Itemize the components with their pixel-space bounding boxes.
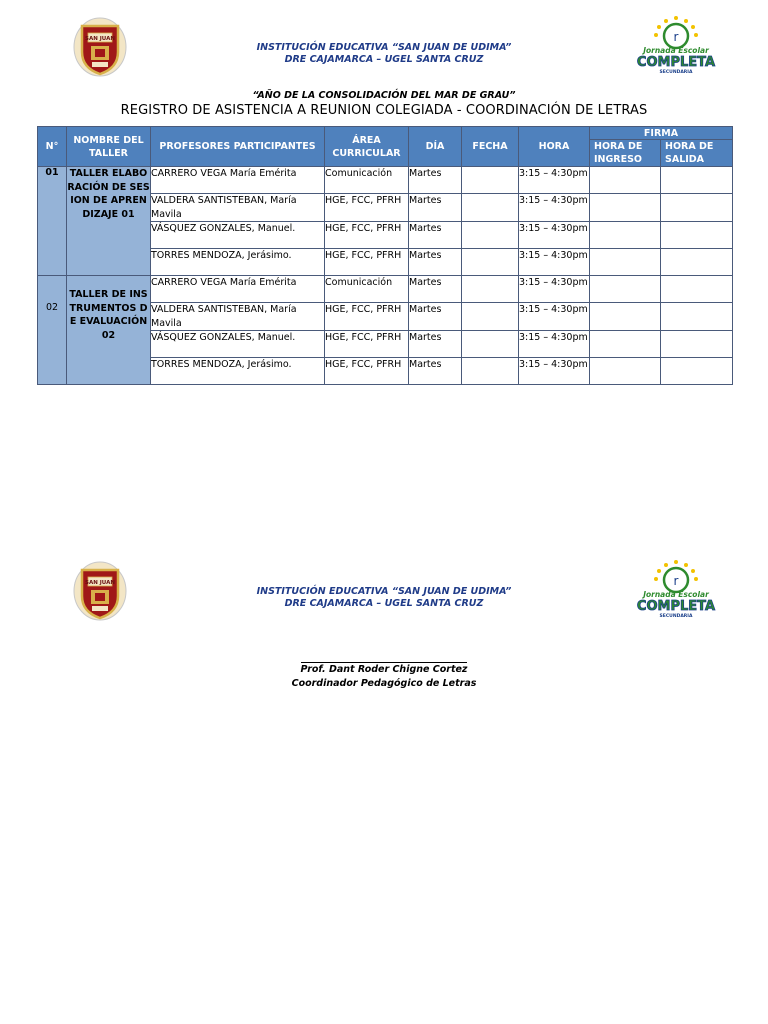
cell-hora: 3:15 – 4:30pm [519,358,590,385]
svg-text:SECUNDARIA: SECUNDARIA [659,70,693,75]
header-num: N° [38,127,67,167]
institution-heading [200,42,568,66]
cell-dia: Martes [409,167,462,194]
table-row [38,276,733,303]
cell-hora-ingreso[interactable] [590,303,661,331]
svg-text:Jornada Escolar: Jornada Escolar [643,590,709,599]
cell-dia: Martes [409,331,462,358]
cell-profesor: VÁSQUEZ GONZALES, Manuel. [151,222,325,249]
cell-hora-ingreso[interactable] [590,194,661,222]
header-firma: FIRMA [590,127,733,140]
cell-area: Comunicación [325,276,409,303]
header-dia: DÍA [409,127,462,167]
school-crest-logo [72,16,128,78]
cell-dia: Martes [409,194,462,222]
signatory-name: Prof. Dant Roder Chigne Cortez [300,664,468,675]
cell-fecha[interactable] [462,194,519,222]
cell-fecha[interactable] [462,331,519,358]
cell-hora-salida[interactable] [661,276,733,303]
attendance-table [37,126,733,385]
cell-profesor: VALDERA SANTISTEBAN, María Mavila [151,194,325,222]
group-number: 02 [38,276,67,385]
cell-hora-ingreso[interactable] [590,222,661,249]
cell-dia: Martes [409,303,462,331]
attendance-table-body [38,167,733,385]
cell-hora-ingreso[interactable] [590,276,661,303]
signature-block [0,662,768,691]
svg-text:r: r [673,574,679,588]
header-hora: HORA [519,127,590,167]
institution-heading [200,586,568,610]
cell-profesor: CARRERO VEGA María Emérita [151,276,325,303]
header-hora-salida: HORA DE SALIDA [661,140,733,167]
header-profesores: PROFESORES PARTICIPANTES [151,127,325,167]
cell-fecha[interactable] [462,222,519,249]
table-row [38,167,733,194]
taller-name: TALLER ELABORACIÓN DE SESION DE APRENDIZAJE 01 [67,167,151,276]
institution-name: INSTITUCIÓN EDUCATIVA “SAN JUAN DE UDIMA” [256,586,512,597]
svg-text:r: r [673,30,679,44]
cell-hora: 3:15 – 4:30pm [519,167,590,194]
cell-hora-ingreso[interactable] [590,358,661,385]
document-title: REGISTRO DE ASISTENCIA A REUNION COLEGIADA - COORDINACIÓN DE LETRAS [120,103,648,118]
cell-area: Comunicación [325,167,409,194]
cell-area: HGE, FCC, PFRH [325,222,409,249]
cell-hora: 3:15 – 4:30pm [519,222,590,249]
institution-subtitle: DRE CAJAMARCA – UGEL SANTA CRUZ [284,54,484,65]
cell-hora-salida[interactable] [661,331,733,358]
svg-text:SAN JUAN: SAN JUAN [85,36,115,42]
header-area: ÁREA CURRICULAR [325,127,409,167]
jornada-escolar-completa-logo [628,14,724,82]
cell-area: HGE, FCC, PFRH [325,194,409,222]
svg-text:COMPLETA: COMPLETA [636,55,716,70]
cell-dia: Martes [409,276,462,303]
header-fecha: FECHA [462,127,519,167]
cell-hora: 3:15 – 4:30pm [519,194,590,222]
cell-hora-salida[interactable] [661,167,733,194]
group-number: 01 [38,167,67,276]
cell-fecha[interactable] [462,249,519,276]
page-header-repeat [0,556,768,626]
cell-hora-salida[interactable] [661,358,733,385]
cell-area: HGE, FCC, PFRH [325,303,409,331]
cell-hora-salida[interactable] [661,249,733,276]
cell-area: HGE, FCC, PFRH [325,331,409,358]
svg-text:Jornada Escolar: Jornada Escolar [643,46,709,55]
taller-name: TALLER DE INSTRUMENTOS DE EVALUACIÓN 02 [67,276,151,385]
header-taller: NOMBRE DEL TALLER [67,127,151,167]
cell-profesor: TORRES MENDOZA, Jerásimo. [151,249,325,276]
header-hora-ingreso: HORA DE INGRESO [590,140,661,167]
cell-profesor: VALDERA SANTISTEBAN, María Mavila [151,303,325,331]
cell-fecha[interactable] [462,167,519,194]
institution-name: INSTITUCIÓN EDUCATIVA “SAN JUAN DE UDIMA” [256,42,512,53]
svg-text:SECUNDARIA: SECUNDARIA [659,614,693,619]
cell-dia: Martes [409,249,462,276]
jornada-escolar-completa-logo [628,558,724,626]
svg-text:SAN JUAN: SAN JUAN [85,580,115,586]
institution-subtitle: DRE CAJAMARCA – UGEL SANTA CRUZ [284,598,484,609]
cell-hora: 3:15 – 4:30pm [519,276,590,303]
cell-fecha[interactable] [462,303,519,331]
page-header [0,12,768,82]
cell-profesor: CARRERO VEGA María Emérita [151,167,325,194]
cell-hora-salida[interactable] [661,222,733,249]
cell-hora: 3:15 – 4:30pm [519,303,590,331]
cell-hora-salida[interactable] [661,303,733,331]
cell-area: HGE, FCC, PFRH [325,249,409,276]
cell-profesor: VÁSQUEZ GONZALES, Manuel. [151,331,325,358]
year-motto: “AÑO DE LA CONSOLIDACIÓN DEL MAR DE GRAU” [252,90,516,101]
school-crest-logo [72,560,128,622]
cell-dia: Martes [409,358,462,385]
cell-area: HGE, FCC, PFRH [325,358,409,385]
cell-hora-ingreso[interactable] [590,167,661,194]
cell-hora-ingreso[interactable] [590,331,661,358]
svg-text:COMPLETA: COMPLETA [636,599,716,614]
cell-hora: 3:15 – 4:30pm [519,249,590,276]
signatory-role: Coordinador Pedagógico de Letras [291,678,477,689]
cell-hora-ingreso[interactable] [590,249,661,276]
cell-hora-salida[interactable] [661,194,733,222]
cell-fecha[interactable] [462,358,519,385]
cell-fecha[interactable] [462,276,519,303]
cell-dia: Martes [409,222,462,249]
cell-hora: 3:15 – 4:30pm [519,331,590,358]
cell-profesor: TORRES MENDOZA, Jerásimo. [151,358,325,385]
